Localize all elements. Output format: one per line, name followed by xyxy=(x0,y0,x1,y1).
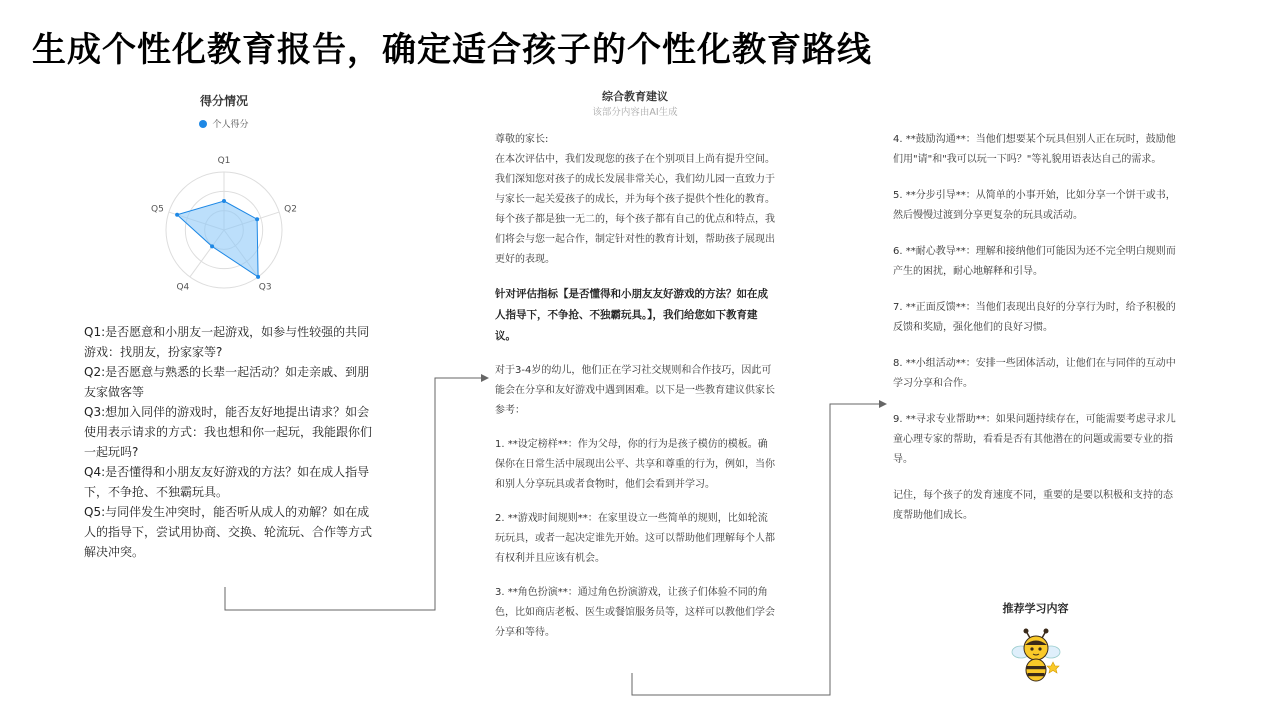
question-item-q1: Q1:是否愿意和小朋友一起游戏，如参与性较强的共同游戏：找朋友，扮家家等? xyxy=(84,325,370,359)
tip-item-8: 8. **小组活动**：安排一些团体活动，让他们在与同伴的互动中学习分享和合作。 xyxy=(893,358,1176,389)
question-item-q4: Q4:是否懂得和小朋友友好游戏的方法？如在成人指导下，不争抢、不独霸玩具。 xyxy=(84,465,370,499)
radar-axis-label-q3: Q3 xyxy=(258,282,272,293)
score-title: 得分情况 xyxy=(199,94,248,108)
radar-axis-label-q4: Q4 xyxy=(176,282,190,293)
arrow-connector-2 xyxy=(632,404,886,695)
tip-item-7: 7. **正面反馈**：当他们表现出良好的分享行为时，给予积极的反馈和奖励，强化他们的良好习惯。 xyxy=(893,302,1176,333)
radar-axis-label-q2: Q2 xyxy=(284,204,297,215)
question-item-q5: Q5:与同伴发生冲突时，能否听从成人的劝解？如在成人的指导下，尝试用协商、交换、轮流玩、合作等方式解决冲突。 xyxy=(84,505,373,559)
recommend-title: 推荐学习内容 xyxy=(1002,602,1069,615)
advice-item-3: 3. **角色扮演**：通过角色扮演游戏，让孩子们体验不同的角色，比如商店老板、医生或餐馆服务员等，这样可以教他们学会分享和等待。 xyxy=(495,587,775,638)
advice-title: 综合教育建议 xyxy=(602,90,668,103)
slide-title: 生成个性化教育报告，确定适合孩子的个性化教育路线 xyxy=(32,30,872,70)
tip-item-6: 6. **耐心教导**：理解和接纳他们可能因为还不完全明白规则而产生的困扰，耐心地解释和引导。 xyxy=(893,246,1176,277)
advice-indicator: 针对评估指标【是否懂得和小朋友友好游戏的方法？如在成人指导下，不争抢、不独霸玩具。】，我们给您如下教育建议。 xyxy=(495,288,768,342)
question-item-q2: Q2:是否愿意与熟悉的长辈一起活动？如走亲戚、到朋友家做客等 xyxy=(84,365,370,399)
question-item-q3: Q3:想加入同伴的游戏时，能否友好地提出请求？如会使用表示请求的方式：我也想和你一起玩，我能跟你们一起玩吗? xyxy=(84,405,373,459)
arrow-connector-1 xyxy=(225,378,488,610)
tip-item-5: 5. **分步引导**：从简单的小事开始，比如分享一个饼干或书，然后慢慢过渡到分享更复杂的玩具或活动。 xyxy=(893,190,1176,221)
legend-label: 个人得分 xyxy=(212,120,249,130)
advice-subtitle: 该部分内容由AI生成 xyxy=(592,107,678,118)
tip-closing: 记住，每个孩子的发育速度不同，重要的是要以积极和支持的态度帮助他们成长。 xyxy=(893,490,1173,521)
radar-axis-label-q1: Q1 xyxy=(217,156,231,166)
tip-item-9: 9. **寻求专业帮助**：如果问题持续存在，可能需要考虑寻求儿童心理专家的帮助，看看是否有其他潜在的问题或需要专业的指导。 xyxy=(893,414,1176,465)
advice-intro: 在本次评估中，我们发现您的孩子在个别项目上尚有提升空间。我们深知您对孩子的成长发展非常关心，我们幼儿园一直致力于与家长一起关爱孩子的成长，并为每个孩子提供个性化的教育。每个孩子都是独一无二的，每个孩子都有自己的优点和特点，我们将会与您一起合作，制定针对性的教育计划，帮助孩子展现出更好的表现。 xyxy=(495,154,775,265)
advice-item-1: 1. **设定榜样**：作为父母，你的行为是孩子模仿的模板。确保你在日常生活中展现出公平、共享和尊重的行为，例如，当你和别人分享玩具或者食物时，他们会看到并学习。 xyxy=(495,439,775,490)
advice-item-2: 2. **游戏时间规则**：在家里设立一些简单的规则，比如轮流玩玩具，或者一起决定谁先开始。这可以帮助他们理解每个人都有权利并且应该有机会。 xyxy=(495,513,775,564)
radar-axis-label-q5: Q5 xyxy=(151,204,164,215)
tip-item-4: 4. **鼓励沟通**：当他们想要某个玩具但别人正在玩时，鼓励他们用"请"和"我可以玩一下吗？"等礼貌用语表达自己的需求。 xyxy=(893,134,1176,165)
advice-greeting: 尊敬的家长: xyxy=(495,134,549,145)
advice-context: 对于3-4岁的幼儿，他们正在学习社交规则和合作技巧，因此可能会在分享和友好游戏中遇到困难。以下是一些教育建议供家长参考： xyxy=(495,365,775,416)
